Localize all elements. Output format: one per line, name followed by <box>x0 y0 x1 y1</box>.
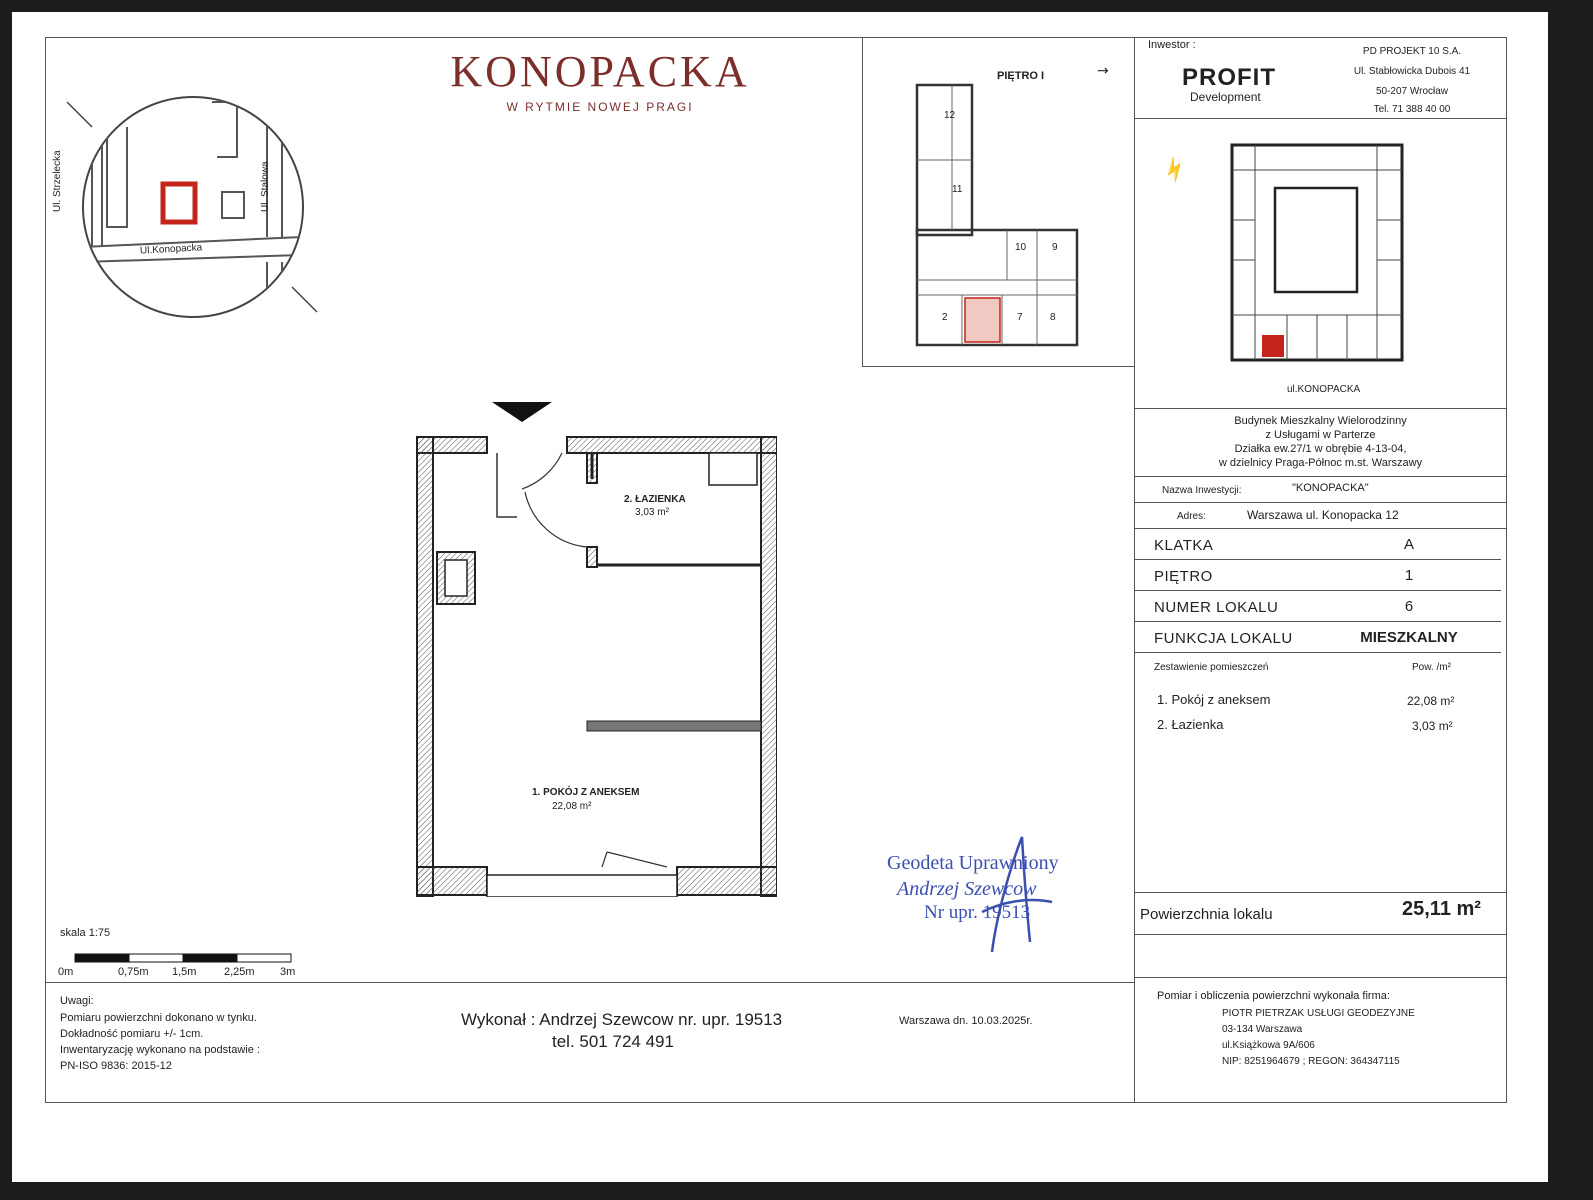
investment-name-value: "KONOPACKA" <box>1292 482 1369 494</box>
unit-info-label: FUNKCJA LOKALU <box>1154 630 1293 647</box>
scale-bar <box>74 953 294 965</box>
rooms-table-row-area: 3,03 m² <box>1412 719 1453 733</box>
rooms-table-header-name: Zestawienie pomieszczeń <box>1154 662 1269 673</box>
room-2-name: 2. ŁAZIENKA <box>624 494 686 505</box>
firm-ids: NIP: 8251964679 ; REGON: 364347115 <box>1222 1056 1400 1067</box>
floor-key-room: 10 <box>1015 242 1027 253</box>
unit-info-value: MIESZKALNY <box>1360 629 1458 646</box>
notes-title: Uwagi: <box>60 995 94 1007</box>
stamp-line-2: Andrzej Szewcow <box>897 878 1037 900</box>
street-label-main: Ul.Konopacka <box>139 242 203 257</box>
scale-label: skala 1:75 <box>60 927 111 939</box>
scale-tick: 0m <box>58 966 74 978</box>
total-area-value: 25,11 m² <box>1402 898 1481 920</box>
unit-info-row <box>1134 529 1501 560</box>
total-divider-bottom <box>1134 934 1507 935</box>
entrance-arrow-icon <box>492 402 552 422</box>
floor-key-room: 2 <box>942 312 948 323</box>
floor-key-plan <box>907 80 1087 350</box>
unit-info-value: A <box>1403 536 1414 553</box>
building-line-2: z Usługami w Parterze <box>1265 429 1376 441</box>
rooms-table-row-area: 22,08 m² <box>1407 694 1455 708</box>
total-area-label: Powierzchnia lokalu <box>1140 906 1273 923</box>
floor-key-title: PIĘTRO I <box>997 70 1045 82</box>
floor-key-room: 9 <box>1052 242 1058 253</box>
firm-street: ul.Książkowa 9A/606 <box>1222 1040 1315 1051</box>
unit-info-row <box>1134 591 1501 622</box>
brand-title: KONOPACKA <box>450 47 750 96</box>
rooms-table-row-name: 2. Łazienka <box>1157 717 1224 732</box>
investment-name-label: Nazwa Inwestycji: <box>1162 485 1242 496</box>
footer-divider <box>45 982 1135 983</box>
site-unit-highlight <box>1262 335 1284 357</box>
investor-divider <box>1134 118 1507 119</box>
room-2-area: 3,03 m² <box>635 507 669 518</box>
stamp-line-3: Nr upr. 19513 <box>924 902 1031 923</box>
investor-logo-main: PROFIT <box>1182 64 1276 91</box>
building-description <box>1134 414 1507 470</box>
unit-info-value: 6 <box>1404 598 1414 615</box>
rooms-table-row-name: 1. Pokój z aneksem <box>1157 692 1271 707</box>
total-divider-top <box>1134 892 1507 893</box>
room-1-area: 22,08 m² <box>552 801 592 812</box>
site-plan <box>1227 140 1407 365</box>
investor-company: PD PROJEKT 10 S.A. <box>1362 46 1462 57</box>
signature <box>952 832 1062 962</box>
investor-phone: Tel. 71 388 40 00 <box>1373 104 1451 115</box>
street-label-right: Ul. Stalowa <box>260 161 271 212</box>
address-value: Warszawa ul. Konopacka 12 <box>1247 508 1399 522</box>
firm-name: PIOTR PIETRZAK USŁUGI GEODEZYJNE <box>1222 1008 1415 1019</box>
rooms-table-header-area: Pow. /m² <box>1412 662 1451 673</box>
unit-info-label: NUMER LOKALU <box>1154 599 1279 616</box>
firm-city: 03-134 Warszawa <box>1222 1024 1303 1035</box>
brand-subtitle: W RYTMIE NOWEJ PRAGI <box>506 100 694 114</box>
floor-key-room: 7 <box>1017 312 1023 323</box>
unit-info-row <box>1134 622 1501 653</box>
note-line: Pomiaru powierzchni dokonano w tynku. <box>60 1012 257 1024</box>
note-line: PN-ISO 9836: 2015-12 <box>60 1060 172 1072</box>
note-line: Dokładność pomiaru +/- 1cm. <box>60 1028 204 1040</box>
floor-key-room: 12 <box>944 110 956 121</box>
unit-info-label: KLATKA <box>1154 537 1214 554</box>
stamp-line-1: Geodeta Uprawniony <box>887 852 1059 874</box>
investor-label: Inwestor : <box>1148 39 1196 51</box>
firm-title: Pomiar i obliczenia powierzchni wykonała firma: <box>1157 990 1390 1002</box>
name-divider <box>1134 502 1507 503</box>
site-plan-street: ul.KONOPACKA <box>1287 384 1361 395</box>
note-line: Inwentaryzację wykonano na podstawie : <box>60 1044 260 1056</box>
investor-address-2: 50-207 Wrocław <box>1375 86 1449 97</box>
scale-tick: 0,75m <box>118 966 149 978</box>
site-north-arrow-icon: ⚡ <box>1158 153 1192 187</box>
investor-logo-sub: Development <box>1190 90 1261 104</box>
key-plan-divider-h <box>862 366 1134 367</box>
street-label-left: Ul. Strzelecka <box>52 150 63 212</box>
unit-info-label: PIĘTRO <box>1154 568 1213 585</box>
firm-divider <box>1134 977 1507 978</box>
document-date: Warszawa dn. 10.03.2025r. <box>899 1015 1033 1027</box>
building-divider <box>1134 476 1507 477</box>
building-line-3: Działka ew.27/1 w obrębie 4-13-04, <box>1234 443 1407 455</box>
floor-plan <box>397 397 777 897</box>
document-sheet <box>12 12 1548 1182</box>
scale-tick: 1,5m <box>172 966 197 978</box>
site-plan-divider <box>1134 408 1507 409</box>
scale-tick: 3m <box>280 966 296 978</box>
north-arrow-icon: ↗ <box>1093 60 1114 80</box>
floor-key-room: 8 <box>1050 312 1056 323</box>
address-label: Adres: <box>1177 511 1206 522</box>
author-line: Wykonał : Andrzej Szewcow nr. upr. 19513 <box>461 1010 783 1029</box>
key-plan-divider-v <box>862 37 863 367</box>
unit-info-row <box>1134 560 1501 591</box>
scale-tick: 2,25m <box>224 966 255 978</box>
floor-key-room: 11 <box>952 184 963 195</box>
building-line-1: Budynek Mieszkalny Wielorodzinny <box>1234 415 1407 427</box>
author-phone: tel. 501 724 491 <box>552 1032 674 1051</box>
floor-key-unit-highlight <box>965 298 1000 342</box>
investor-address-1: Ul. Stabłowicka Dubois 41 <box>1353 66 1471 77</box>
location-map <box>62 87 322 327</box>
room-1-name: 1. POKÓJ Z ANEKSEM <box>532 787 640 798</box>
building-line-4: w dzielnicy Praga-Północ m.st. Warszawy <box>1218 457 1423 469</box>
unit-info-value: 1 <box>1404 567 1414 584</box>
